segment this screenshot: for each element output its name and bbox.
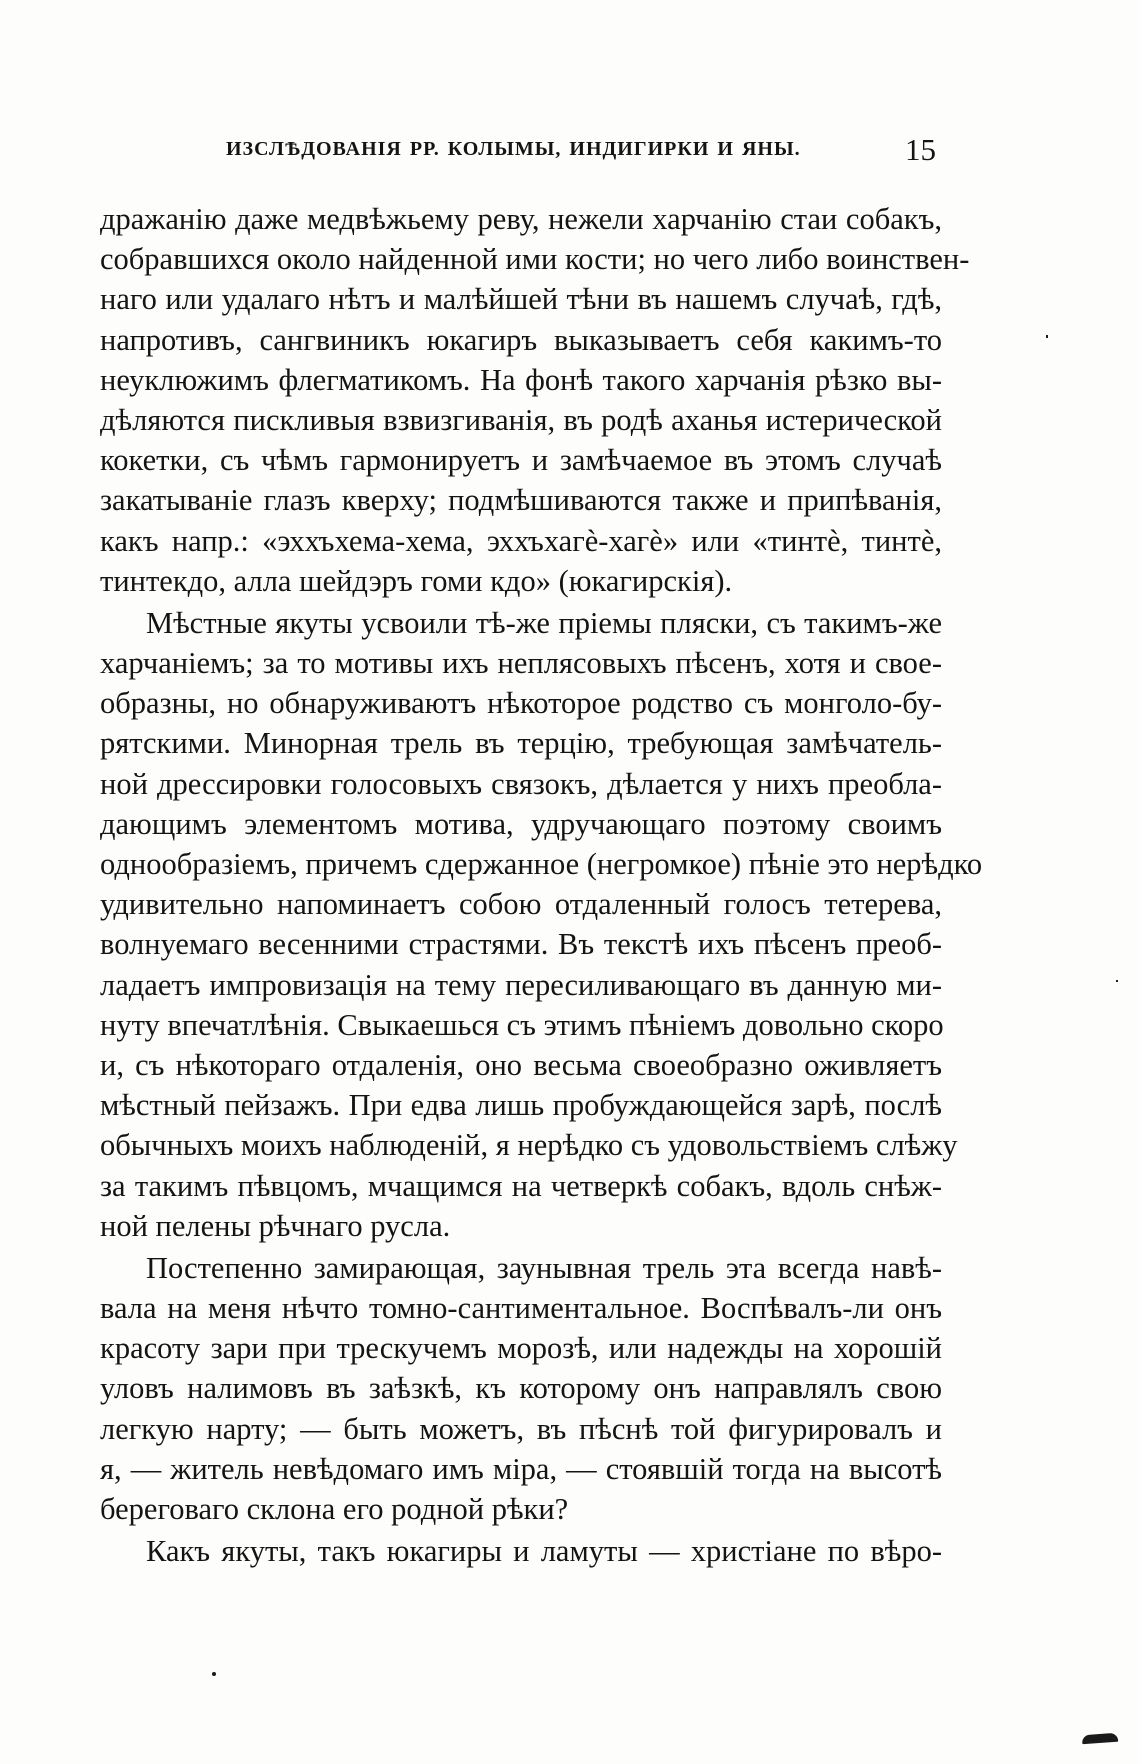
body-text [100,199,983,1571]
scan-speck [1116,980,1118,982]
text-line: ной дрессировки голосовыхъ связокъ, дѣлается у нихъ преобла- [100,766,942,801]
text-line: тинтекдо, алла шейдэръ гоми кдо» (юкагирскія). [100,563,733,598]
text-line: Какъ якуты, такъ юкагиры и ламуты — христіане по вѣро- [146,1534,942,1569]
text-line: Постепенно замирающая, заунывная трель эта всегда навѣ- [146,1250,942,1285]
scan-speck [1046,335,1048,338]
text-line: закатываніе глазъ кверху; подмѣшиваются также и припѣванія, [100,483,942,518]
text-line: дражанію даже медвѣжьему реву, нежели харчанію стаи собакъ, [100,202,942,236]
text-line: удивительно напоминаетъ собою отдаленный голосъ тетерева, [100,887,942,922]
text-line: собравшихся около найденной ими кости; но чего либо воинствен- [100,242,970,277]
text-line: береговаго склона его родной рѣки? [100,1492,569,1526]
text-line: напротивъ, сангвиникъ юкагиръ выказываетъ себя какимъ-то [100,322,942,357]
text-line: Мѣстные якуты усвоили тѣ-же пріемы пляски, съ такимъ-же [146,605,942,640]
text-line: и, съ нѣкотораго отдаленія, оно весьма своеобразно оживляетъ [100,1047,942,1082]
text-line: мѣстный пейзажъ. При едва лишь пробуждающейся зарѣ, послѣ [100,1088,942,1123]
text-line: ной пелены рѣчнаго русла. [100,1208,451,1243]
text-line: харчаніемъ; за то мотивы ихъ неплясовыхъ пѣсенъ, хотя и свое- [100,646,942,681]
text-line: неуклюжимъ флегматикомъ. На фонѣ такого харчанія рѣзко вы- [100,362,942,397]
text-line: дающимъ элементомъ мотива, удручающаго поэтому своимъ [100,806,942,841]
paragraph [100,1248,942,1529]
text-line: уловъ налимовъ въ заѣзкѣ, къ которому онъ направлялъ свою [100,1371,942,1406]
paragraph [100,603,983,1246]
text-line: волнуемаго весенними страстями. Въ текстѣ ихъ пѣсенъ преоб- [100,927,942,962]
text-line: рятскими. Минорная трель въ терцію, требующая замѣчатель- [100,726,942,761]
text-line: наго или удалаго нѣтъ и малѣйшей тѣни въ нашемъ случаѣ, гдѣ, [100,282,942,317]
scan-edge-shadow [1082,1733,1119,1744]
text-line: обычныхъ моихъ наблюденій, я нерѣдко съ удовольствіемъ слѣжу [100,1128,958,1163]
text-line: образны, но обнаруживаютъ нѣкоторое родство съ монголо-бу- [100,686,942,721]
text-line: легкую нарту; — быть можетъ, въ пѣснѣ той фигурировалъ и [100,1411,942,1446]
text-line: однообразіемъ, причемъ сдержанное (негромкое) пѣніе это нерѣдко [100,847,983,881]
paragraph [100,1531,942,1571]
text-line: какъ напр.: «эххъхема-хема, эххъхагè-хагè» или «тинтè, тинтè, [100,523,942,558]
running-title: ИЗСЛѢДОВАНІЯ РР. КОЛЫМЫ, ИНДИГИРКИ И ЯНЫ. [226,138,801,160]
text-line: за такимъ пѣвцомъ, мчащимся на четверкѣ собакъ, вдоль снѣж- [100,1168,942,1203]
text-line: нуту впечатлѣнія. Свыкаешься съ этимъ пѣніемъ довольно скоро [100,1007,944,1042]
scan-speck [212,1672,216,1676]
text-line: красоту зари при трескучемъ морозѣ, или надежды на хорошій [100,1331,942,1366]
text-line: вала на меня нѣчто томно-сантиментальное. Воспѣвалъ-ли онъ [100,1291,942,1326]
text-line: ладаетъ импровизація на тему пересиливающаго въ данную ми- [100,967,942,1002]
page-header [226,132,942,172]
text-line: дѣляются пискливыя взвизгиванія, въ родѣ аханья истерической [100,402,942,437]
text-line: кокетки, съ чѣмъ гармонируетъ и замѣчаемое въ этомъ случаѣ [100,443,942,478]
text-line: я, — житель невѣдомаго имъ міра, — стоявшій тогда на высотѣ [100,1451,942,1486]
paragraph [100,199,970,601]
page-number: 15 [905,132,936,167]
